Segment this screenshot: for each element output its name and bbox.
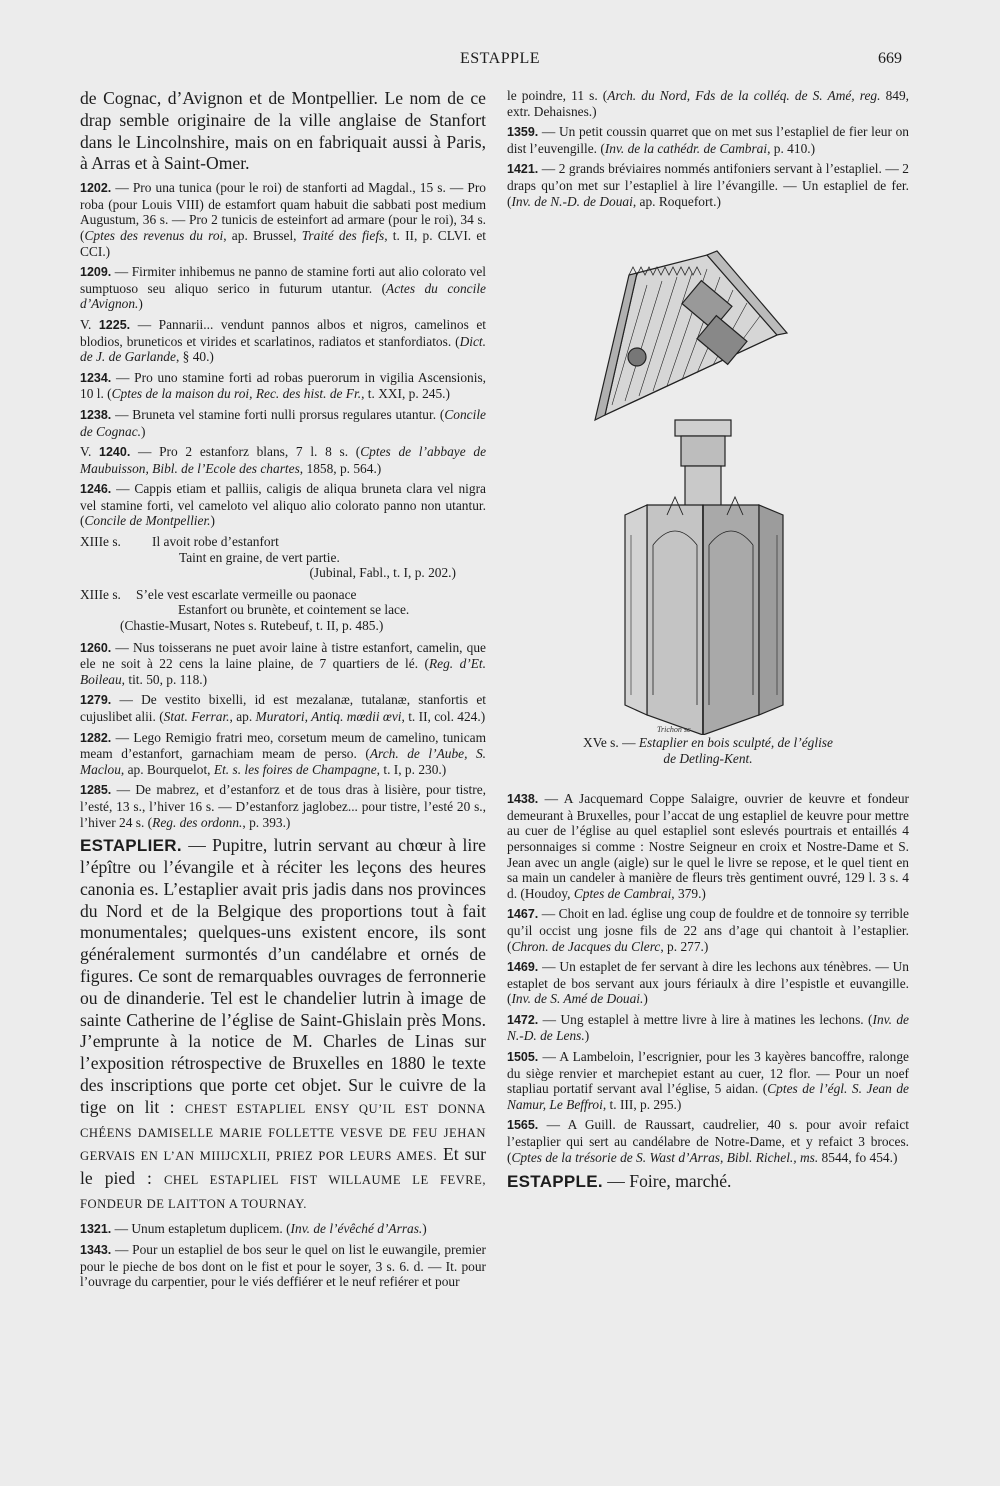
page-number: 669: [878, 50, 902, 67]
verse-label: XIIIe s.: [80, 534, 121, 550]
entry-date: 1359.: [507, 125, 539, 140]
running-title: ESTAPPLE: [459, 50, 541, 67]
entry-date: 1260.: [80, 640, 112, 655]
entry-1246: 1246. — Cappis etiam et palliis, caligis de aliqua bruneta clara vel nigra vel stamine forti, vel cameloto vel aliquo alio colorato panno non utantur. (Concile de Montpellier.): [80, 481, 486, 529]
verse-line: Taint en graine, de vert partie.: [179, 549, 340, 565]
estapple-article: ESTAPPLE. — Foire, marché.: [507, 1171, 732, 1192]
verse-line: Il avoit robe d’estanfort: [152, 534, 279, 550]
entry-date: 1282.: [80, 730, 112, 745]
figure-caption: XVe s. — Estaplier en bois sculpté, de l’église de Detling-Kent.: [583, 735, 833, 767]
entry-1225: V. 1225. — Pannarii... vendunt pannos albos et nigros, camelinos et blodios, bruneticos et virides et scarlatinos, radiatos et stanfordiatos. (Dict. de J. de Garlande, § 40.): [80, 316, 487, 365]
entry-date: 1234.: [80, 370, 112, 385]
entry-continuation: le poindre, 11 s. (Arch. du Nord, Fds de la colléq. de S. Amé, reg. 849, extr. Dehaisnes.): [507, 88, 910, 119]
entry-date: 1438.: [507, 792, 539, 807]
entry-date: 1421.: [507, 162, 539, 177]
entry-1202: 1202. — Pro una tunica (pour le roi) de stanforti ad Magdal., 15 s. — Pro roba (pour Louis VIII) de estamfort quam habuit die sabbati post medium Augustum, 36 s. — Pro 2 tunicis de esteinfort ad armare (pour le roi), 34 s. (Cptes des revenus du roi, ap. Brussel, Traité des fiefs, t. II, p. CLVI. et CCI.): [80, 180, 486, 259]
entry-1282: 1282. — Lego Remigio fratri meo, corsetum meum de camelino, tunicam meam d’estanfort, garnachiam meam de perso. (Arch. de l’Aube, S. Maclou, ap. Bourquelot, Et. s. les foires de Champagne, t. I, p. 230.): [80, 729, 486, 777]
entry-1438: 1438. — A Jacquemard Coppe Salaigre, ouvrier de keuvre et fondeur demeurant à Bruxelles, pour l’accat de ung estapliel de keuvre pour mettre au cuer de l’église au quel estapliel sont eslevés pourtrais et entaillés 4 personnaiges si comme : Nostre Seigneur en croix et Nostre-Dame et S. Jean avec un angle (aigle) sur le quel le livre se repose, et le quel tient en sa main un candeler à manière de fleurs très gentiment ouvré, 129 l. 3 s. 4 d. (Houdoy, Cptes de Cambrai, 379.): [507, 791, 909, 901]
entry-1238: 1238. — Bruneta vel stamine forti nulli prorsus regulares utantur. (Concile de Cognac.): [80, 406, 486, 439]
estaplier-article: ESTAPLIER. — Pupitre, lutrin servant au chœur à lire l’épître ou l’évangile et à réciter les leçons des heures canonia es. L’estaplier avait pris jadis dans nos provinces du Nord et de la Belgique des proportions tout à fait monumentales; quelques-uns existent encore, ils sont généralement surmontés d’un candélabre et ornés de figures. Ce sont de remarquables ouvrages de ferronnerie ou de dinanderie. Tel est le chandelier lutrin à image de sainte Catherine de l’église de Saint-Ghislain près Mons. J’emprunte à la notice de M. Charles de Linas sur l’exposition rétrospective de Bruxelles en 1880 le texte des inscriptions que porte cet objet. Sur le cuivre de la tige on lit : CHEST ESTAPLIEL ENSY QU’IL EST DONNA CHÉENS DAMISELLE MARIE FOLLETTE VESVE DE FEU JEHAN GERVAIS EN L’AN MIIIJCXLII, PRIEZ POR LEURS AMES. Et sur le pied : CHEL ESTAPLIEL FIST WILLAUME LE FEVRE, FONDEUR DE LAITTON A TOURNAY.: [80, 835, 487, 1211]
entry-1285: 1285. — De mabrez, et d’estanforz et de tous dras à lisière, pour tistre, l’esté, 13 s., l’hiver 16 s. — D’estanforz jaglobez... pour tistre, l’esté 20 s., l’hiver 24 s. (Reg. des ordonn., p. 393.): [80, 782, 486, 830]
entry-date: 1472.: [507, 1012, 539, 1027]
verse-line: Estanfort ou brunète, et cointement se lace.: [178, 602, 410, 618]
entry-1469: 1469. — Un estaplet de fer servant à dire les lechons aux ténèbres. — Un estaplet de bos servant aux jours fériaulx à dire l’espistle et euvangille. (Inv. de S. Amé de Douai.): [507, 959, 909, 1007]
entry-1565: 1565. — A Guill. de Raussart, caudrelier, 40 s. pour avoir refaict l’estaplier qui sert au candélabre de Notre-Dame, et y refaict 3 broces. (Cptes de la trésorie de S. Wast d’Arras, Bibl. Richel., ms. 8544, fo 454.): [507, 1117, 909, 1165]
entry-1209: 1209. — Firmiter inhibemus ne panno de stamine forti aut alio colorato vel sumptuoso seu aliquo serico in futurum utantur. (Actes du concile d’Avignon.): [80, 264, 486, 312]
right-column: [507, 88, 909, 1198]
verse-citation: (Chastie-Musart, Notes s. Rutebeuf, t. II, p. 485.): [120, 618, 384, 634]
article-headword: ESTAPPLE.: [507, 1172, 603, 1192]
entry-date: 1202.: [80, 181, 112, 196]
entry-1234: 1234. — Pro uno stamine forti ad robas puerorum in vigilia Ascensionis, 10 l. (Cptes de la maison du roi, Rec. des hist. de Fr., t. XXI, p. 245.): [80, 369, 486, 402]
entry-date: 1285.: [80, 783, 112, 798]
entry-date: 1246.: [80, 482, 112, 497]
lectern-engraving: [507, 215, 909, 735]
entry-date: 1343.: [80, 1243, 112, 1258]
entry-date: 1565.: [507, 1118, 539, 1133]
entry-date: 1238.: [80, 407, 112, 422]
entry-date: 1321.: [80, 1221, 112, 1236]
entry-1505: 1505. — A Lambeloin, l’escrignier, pour les 3 kayères bancoffre, ralonge du siège renvier et marchepiet estant au cuer, 12 flor. — Pour un noef stapliau portatif servant aval l’église, 5 aidan. (Cptes de l’égl. S. Jean de Namur, Le Beffroi, t. III, p. 295.): [507, 1049, 909, 1112]
entry-1343: 1343. — Pour un estapliel de bos seur le quel on list le euwangile, premier pour le pieche de bos dont on le fist et pour le soyer, 3 s. 6. d. — It. pour l’ouvrage du carpentier, pour le viés deffiérer et le neuf refiérer et pour: [80, 1242, 486, 1290]
entry-date: 1469.: [507, 960, 539, 975]
entry-1260: 1260. — Nus toisserans ne puet avoir laine à tistre estanfort, camelin, que ele ne soit à 22 cens la laine plaine, de 7 quartiers de lé. (Reg. d’Et. Boileau, tit. 50, p. 118.): [80, 639, 486, 687]
verse-quote-1: [80, 534, 486, 581]
verse-label: XIIIe s.: [80, 586, 121, 602]
entry-1467: 1467. — Choit en lad. église ung coup de fouldre et de tonnoire sy terrible qu’il occist ung josne fils de 22 ans d’age qui chantoit à l’estaplier. (Chron. de Jacques du Clerc, p. 277.): [507, 906, 909, 954]
inscription-text: CHEST ESTAPLIEL ENSY QU’IL EST DONNA CHÉENS DAMISELLE MARIE FOLLETTE VESVE DE FEU JEHAN GERVAIS EN L’AN MIIIJCXLII, PRIEZ POR LEURS AMES.: [80, 1101, 486, 1164]
entry-1472: 1472. — Ung estaplel à mettre livre à lire à matines les lechons. (Inv. de N.-D. de Lens.): [507, 1011, 909, 1044]
verse-line: S’ele vest escarlate vermeille ou paonace: [136, 586, 357, 602]
engraver-signature: Trichon sc: [657, 725, 691, 735]
entry-1279: 1279. — De vestito bixelli, id est mezalanæ, tutalanæ, stanfortis et cujuslibet alii. (Stat. Ferrar., ap. Muratori, Antiq. mœdii œvi, t. II, col. 424.): [80, 692, 486, 724]
entry-1359: 1359. — Un petit coussin quarret que on met sus l’estapliel de fier leur on dist l’euvengille. (Inv. de la cathédr. de Cambrai, p. 410.): [507, 124, 909, 156]
left-column: [80, 88, 486, 1295]
entry-1321: 1321. — Unum estapletum duplicem. (Inv. de l’évêché d’Arras.): [80, 1220, 427, 1236]
entry-1240: V. 1240. — Pro 2 estanforz blans, 7 l. 8 s. (Cptes de l’abbaye de Maubuisson, Bibl. de l’Ecole des chartes, 1858, p. 564.): [80, 444, 487, 476]
verse-quote-2: [80, 587, 486, 634]
entry-date: 1209.: [80, 265, 112, 280]
entry-date: 1467.: [507, 907, 539, 922]
article-headword: ESTAPLIER.: [80, 836, 182, 856]
entry-1421: 1421. — 2 grands bréviaires nommés antifoniers servant à l’estapliel. — 2 draps qu’on met sur l’estapliel à lire l’évangille. — Un estapliel de fer. (Inv. de N.-D. de Douai, ap. Roquefort.): [507, 161, 909, 209]
entry-date: 1505.: [507, 1050, 539, 1065]
lectern-illustration: [507, 215, 909, 735]
entry-date: 1240.: [99, 445, 131, 460]
entry-date: 1279.: [80, 693, 112, 708]
intro-paragraph: de Cognac, d’Avignon et de Montpellier. Le nom de ce drap semble originaire de la ville anglaise de Stanfort dans le Lincolnshire, mais on en fabriquait aussi à Paris, à Arras et à Saint-Omer.: [80, 88, 486, 174]
entry-date: 1225.: [98, 317, 131, 332]
inscription-text: CHEL ESTAPLIEL FIST WILLAUME LE FEVRE, FONDEUR DE LAITTON A TOURNAY.: [80, 1173, 487, 1211]
verse-citation: (Jubinal, Fabl., t. I, p. 202.): [309, 565, 456, 581]
